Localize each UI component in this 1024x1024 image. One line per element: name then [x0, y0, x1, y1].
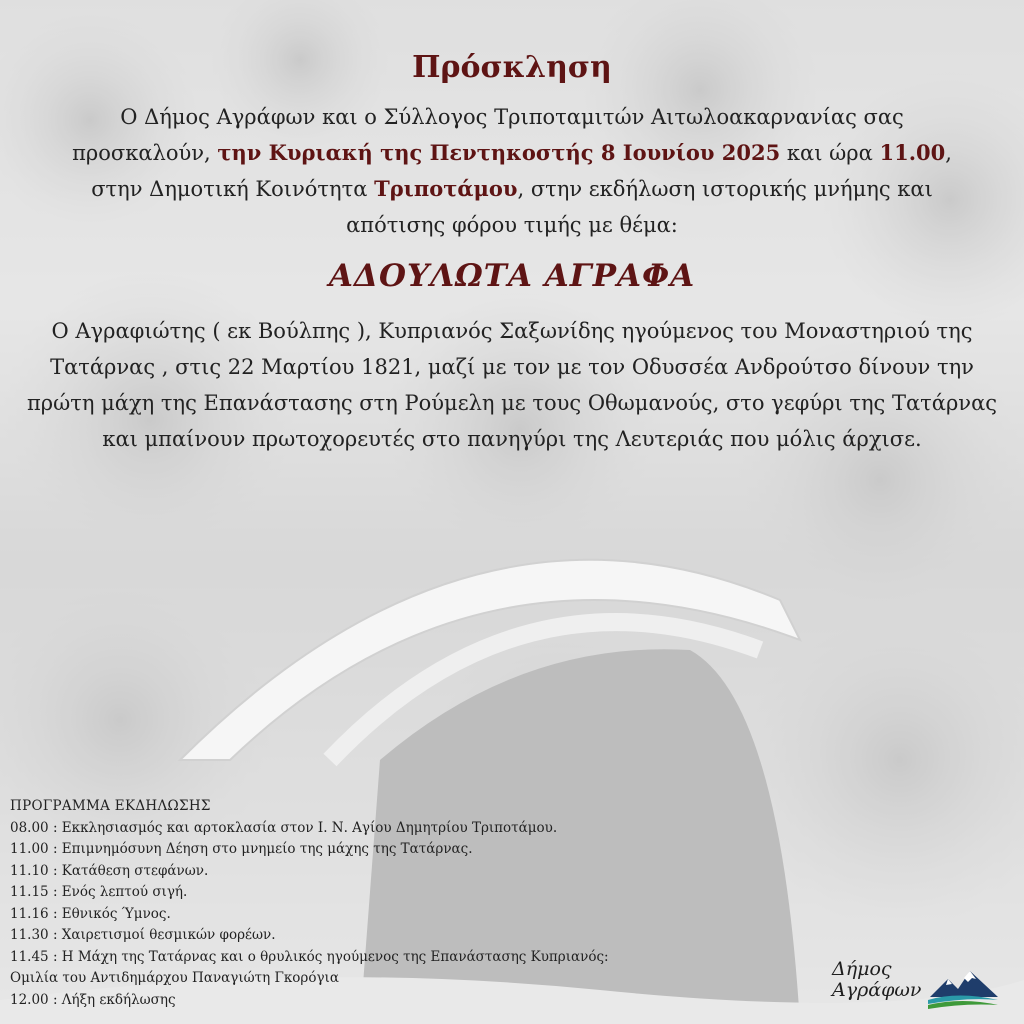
intro-text-2: και ώρα [780, 141, 880, 165]
mountains-icon [928, 967, 1000, 1011]
event-place: Τριποτάμου [374, 176, 518, 201]
historical-story: Ο Αγραφιώτης ( εκ Βούλπης ), Κυπριανός Σαξωνίδης ηγούμενος του Μοναστηριού της Τατάρνας , στις 22 Μαρτίου 1821, μαζί με τον με τον Οδυσσέα Ανδρούτσο δίνουν την πρώτη μάχη της Επανάστασης στη Ρούμελη με τους Οθωμανούς, στο γεφύρι της Τατάρνας και μπαίνουν πρωτοχορευτές στο πανηγύρι της Λευτεριάς που μόλις άρχισε. [26, 319, 998, 451]
program-item: 11.00 : Επιμνημόσυνη Δέηση στο μνημείο της μάχης της Τατάρνας. [10, 841, 473, 857]
event-time: 11.00 [879, 140, 946, 165]
intro-text-3: , στην Δημοτική Κοινότητα [91, 141, 952, 201]
program-item: Ομιλία του Αντιδημάρχου Παναγιώτη Γκορόγια [10, 970, 339, 986]
logo-line-2: Αγράφων [832, 979, 922, 1001]
invitation-intro [60, 99, 964, 243]
program-item: 11.15 : Ενός λεπτού σιγή. [10, 884, 188, 900]
invitation-title: Πρόσκληση [412, 50, 612, 85]
program-item: 11.45 : Η Μάχη της Τατάρνας και ο θρυλικός ηγούμενος της Επανάστασης Κυπριανός: [10, 948, 609, 965]
intro-text-4: , στην εκδήλωση ιστορικής μνήμης και απότισης φόρου τιμής με θέμα: [346, 177, 933, 237]
logo-text [832, 959, 921, 1001]
event-date: την Κυριακή της Πεντηκοστής 8 Ιουνίου 2025 [217, 140, 781, 165]
event-theme: ΑΔΟΥΛΩΤΑ ΑΓΡΑΦΑ [328, 258, 696, 294]
program-item: 11.30 : Χαιρετισμοί θεσμικών φορέων. [10, 927, 276, 943]
program-item: 11.10 : Κατάθεση στεφάνων. [10, 862, 209, 879]
municipality-logo [820, 955, 1010, 1015]
program-item: 11.16 : Εθνικός Ύμνος. [10, 905, 171, 922]
intro-text-1: Ο Δήμος Αγράφων και ο Σύλλογος Τριποταμιτών Αιτωλοακαρνανίας σας προσκαλούν, [72, 105, 904, 165]
logo-line-1: Δήμος [832, 958, 892, 980]
program-heading: ΠΡΟΓΡΑΜΜΑ ΕΚΔΗΛΩΣΗΣ [10, 798, 211, 814]
event-program [10, 796, 810, 1011]
program-item: 12.00 : Λήξη εκδήλωσης [10, 991, 176, 1008]
program-item: 08.00 : Εκκλησιασμός και αρτοκλασία στον Ι. Ν. Αγίου Δημητρίου Τριποτάμου. [10, 819, 558, 836]
